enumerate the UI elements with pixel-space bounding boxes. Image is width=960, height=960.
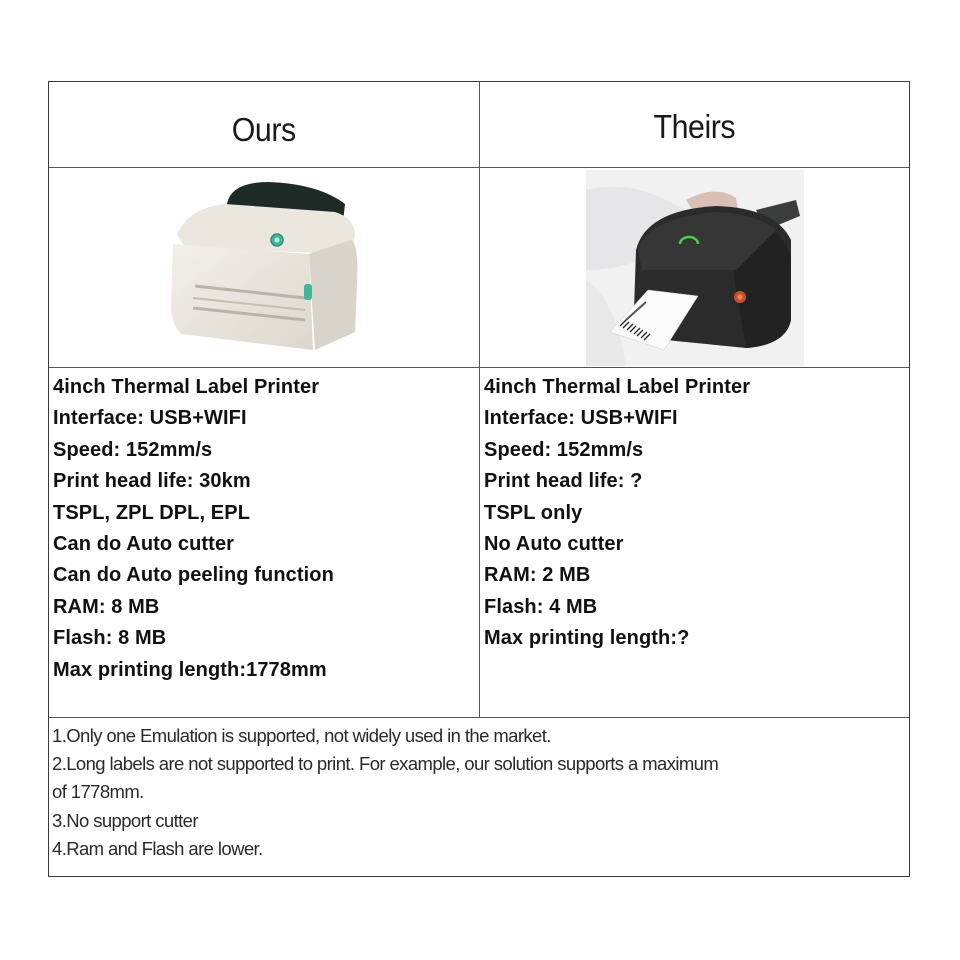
spec-item: 4inch Thermal Label Printer bbox=[53, 376, 320, 398]
column-title-ours: Ours bbox=[232, 110, 296, 148]
spec-item: Flash: 8 MB bbox=[53, 627, 167, 650]
spec-item: TSPL only bbox=[484, 501, 583, 524]
spec-item: RAM: 2 MB bbox=[484, 564, 591, 587]
header-row bbox=[49, 82, 909, 168]
header-cell-ours bbox=[49, 82, 480, 167]
specs-cell-ours bbox=[49, 368, 480, 717]
spec-item: Max printing length:? bbox=[484, 627, 690, 650]
spec-item: Max printing length:1778mm bbox=[53, 658, 327, 681]
spec-item: No Auto cutter bbox=[484, 533, 624, 556]
spec-item: Speed: 152mm/s bbox=[484, 438, 644, 461]
note-item: of 1778mm. bbox=[52, 781, 144, 803]
spec-item: RAM: 8 MB bbox=[53, 595, 160, 618]
notes-list bbox=[49, 718, 909, 863]
note-item: 1.Only one Emulation is supported, not widely used in the market. bbox=[52, 725, 551, 746]
notes-row bbox=[49, 718, 909, 876]
comparison-table bbox=[48, 81, 910, 877]
black-printer-icon bbox=[586, 170, 804, 366]
note-item: 4.Ram and Flash are lower. bbox=[52, 837, 263, 859]
note-item: 2.Long labels are not supported to print. For example, our solution supports a maximum bbox=[52, 753, 719, 775]
spec-item: 4inch Thermal Label Printer bbox=[484, 376, 751, 398]
image-cell-ours bbox=[49, 168, 480, 367]
specs-cell-theirs bbox=[480, 368, 909, 717]
spec-item: Print head life: ? bbox=[484, 470, 643, 493]
spec-item: Interface: USB+WIFI bbox=[53, 407, 247, 430]
header-cell-theirs bbox=[480, 82, 909, 167]
image-cell-theirs bbox=[480, 168, 909, 367]
spec-item: Print head life: 30km bbox=[53, 470, 251, 493]
spec-item: Flash: 4 MB bbox=[484, 595, 598, 618]
specs-list-theirs bbox=[480, 368, 909, 655]
image-row bbox=[49, 168, 909, 368]
spec-item: Speed: 152mm/s bbox=[53, 438, 213, 461]
spec-item: TSPL, ZPL DPL, EPL bbox=[53, 501, 251, 524]
spec-item: Can do Auto cutter bbox=[53, 533, 235, 556]
note-item: 3.No support cutter bbox=[52, 809, 198, 831]
white-printer-icon bbox=[159, 174, 359, 359]
specs-row bbox=[49, 368, 909, 718]
spec-item: Interface: USB+WIFI bbox=[484, 407, 678, 430]
specs-list-ours bbox=[49, 368, 479, 686]
spec-item: Can do Auto peeling function bbox=[53, 564, 334, 587]
column-title-theirs: Theirs bbox=[653, 107, 736, 145]
